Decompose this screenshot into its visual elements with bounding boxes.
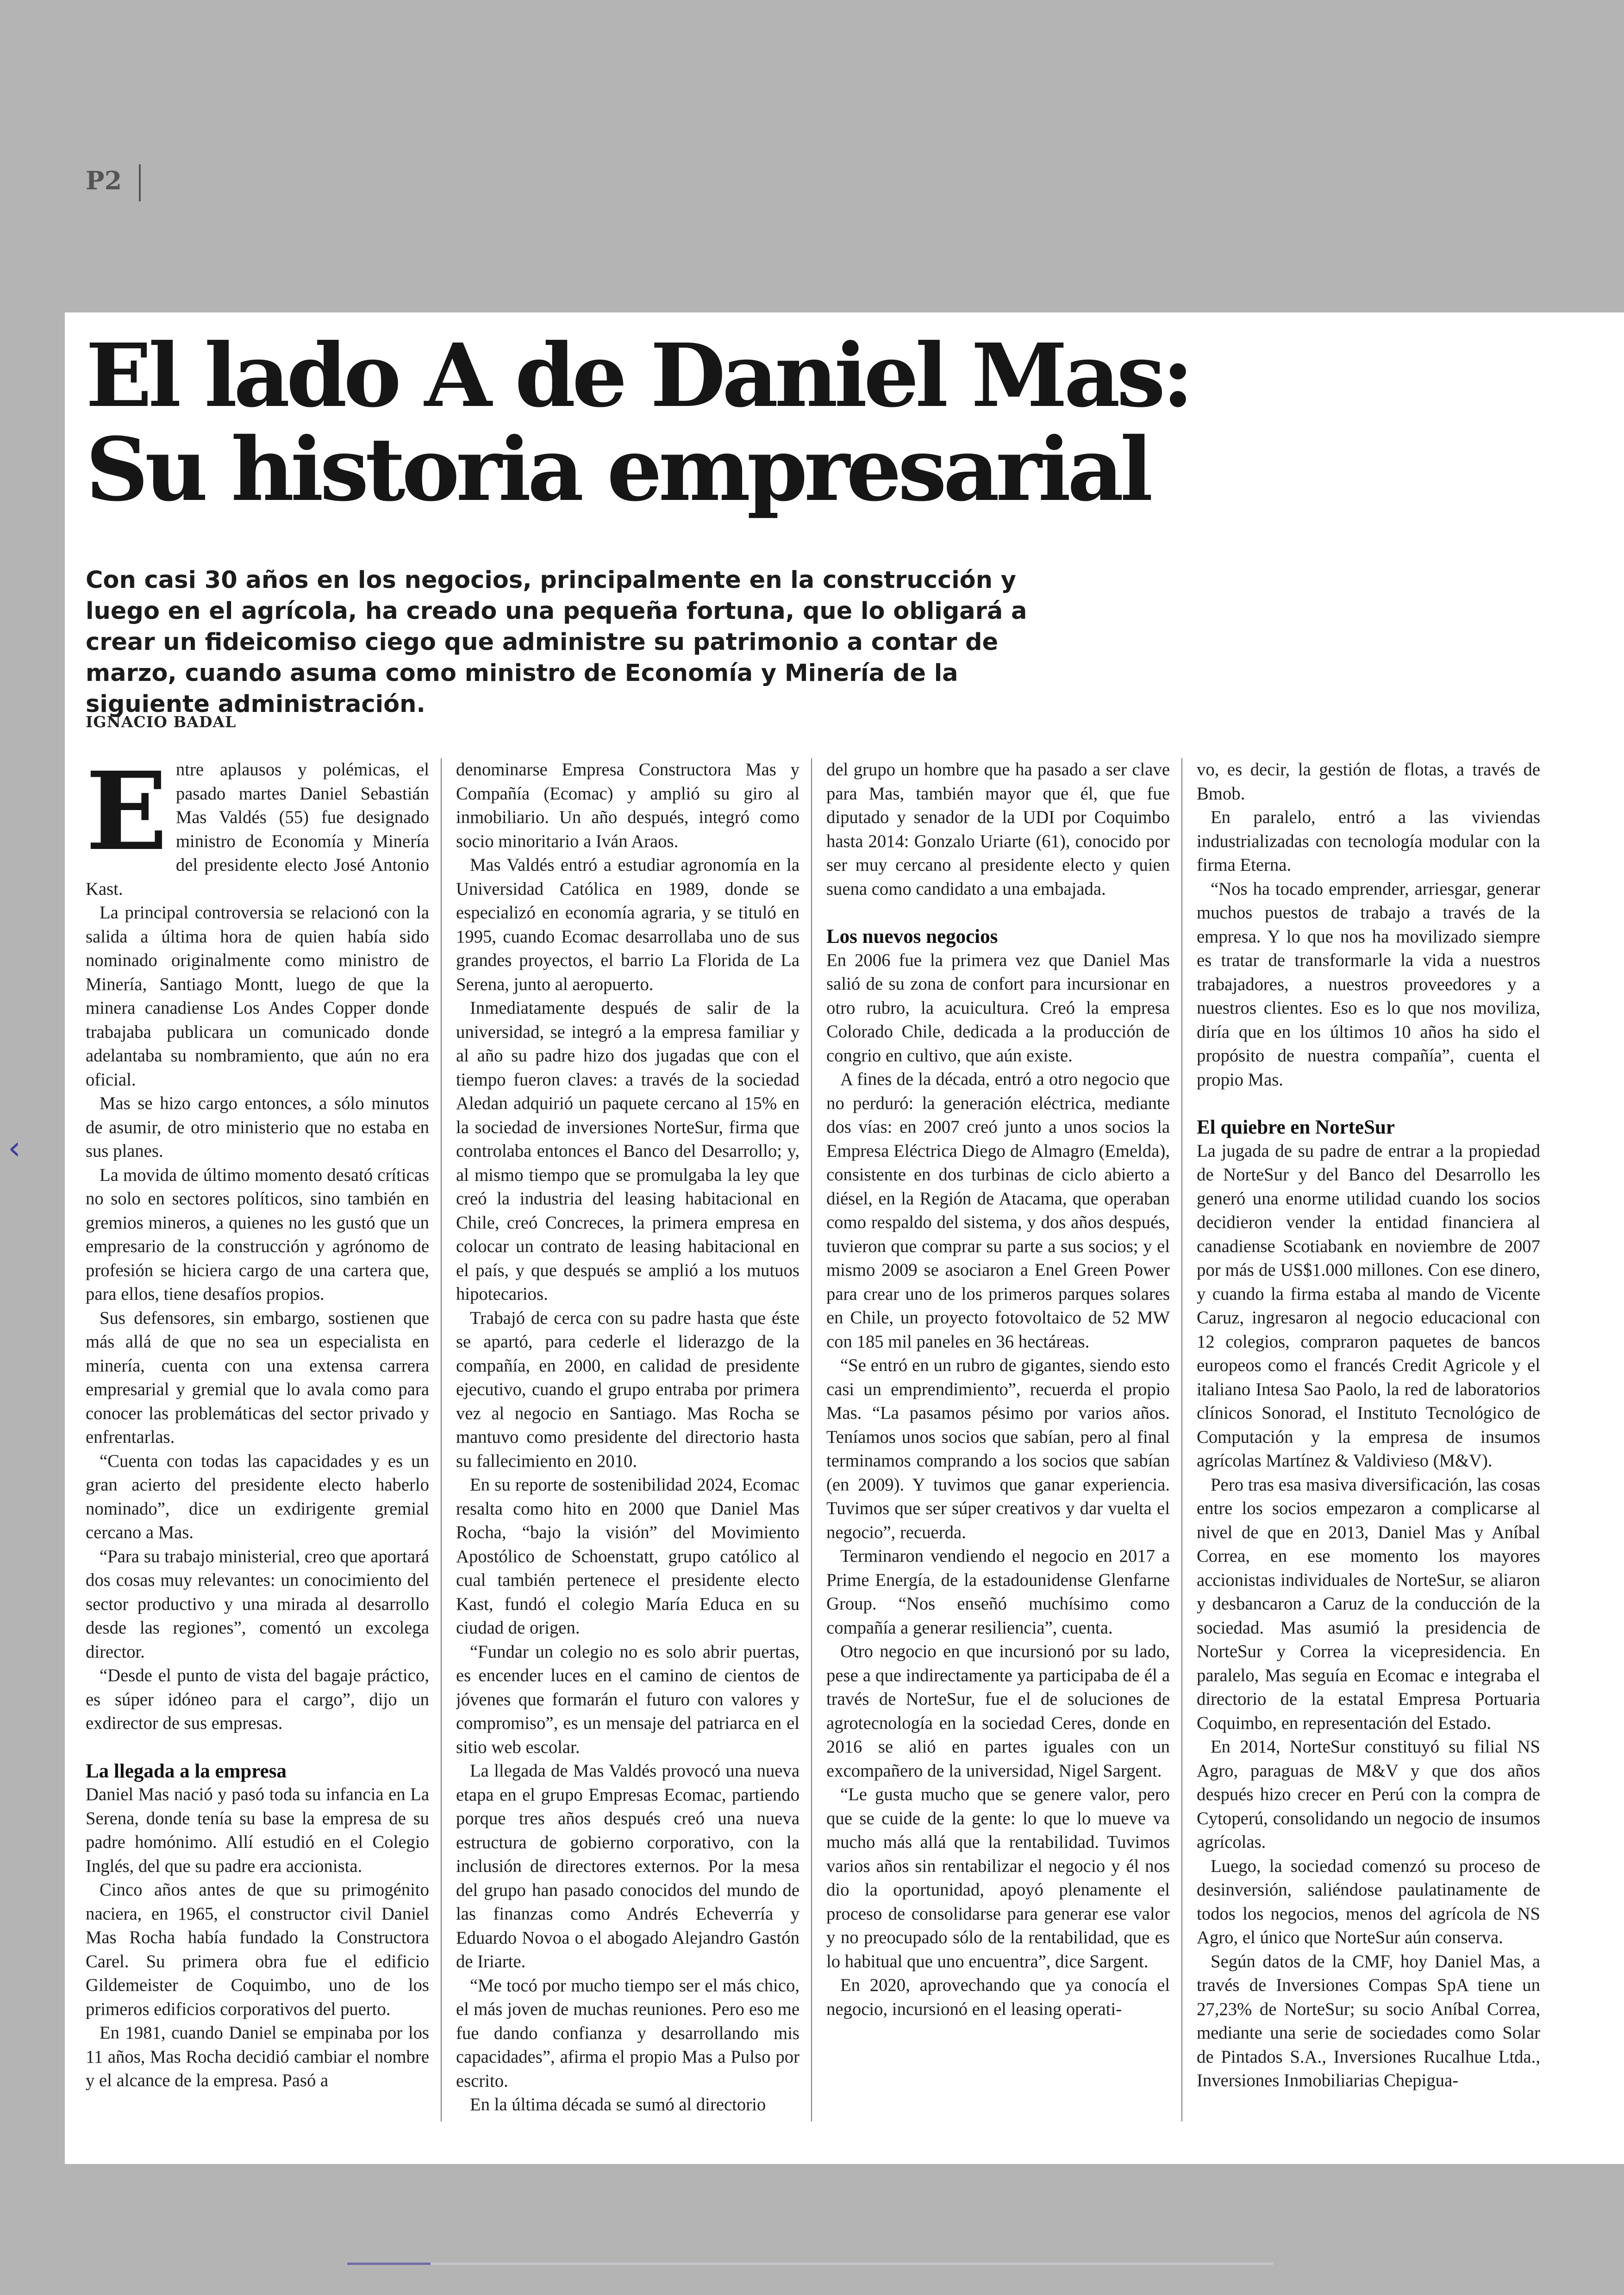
text-column-2 — [456, 758, 800, 2124]
headline-line-2: Su historia empresarial — [86, 418, 1149, 521]
article-paragraph: “Fundar un colegio no es solo abrir puertas, es encender luces en el camino de cientos de jóvenes que formarán el futuro con valores y compromiso”, es un mensaje del patriarca en el sitio web escolar. — [456, 1642, 800, 1757]
article-paragraph: “Cuenta con todas las capacidades y es un gran acierto del presidente electo haberlo nominado”, dice un exdirigente gremial cercano a Mas. — [86, 1451, 429, 1542]
article-deck: Con casi 30 años en los negocios, principalmente en la construcción y luego en el agrícola, ha creado una pequeña fortuna, que lo obligará a crear un fideicomiso ciego que administre su patrimonio a contar de marzo, cuando asuma como ministro de Economía y Minería de la siguiente administración. — [86, 567, 1027, 718]
article-paragraph: “Desde el punto de vista del bagaje práctico, es súper idóneo para el cargo”, dijo un exdirector de sus empresas. — [86, 1666, 429, 1733]
page-number: P2 — [86, 166, 122, 195]
article-paragraph: ntre aplausos y polémicas, el pasado martes Daniel Sebastián Mas Valdés (55) fue designado ministro de Economía y Minería del presidente electo José Antonio Kast. — [86, 760, 429, 899]
article-paragraph: Mas Valdés entró a estudiar agronomía en la Universidad Católica en 1989, donde se especializó en economía agraria, y se tituló en 1995, cuando Ecomac desarrollaba uno de sus grandes proyectos, el barrio La Florida de La Serena, junto al aeropuerto. — [456, 855, 800, 994]
article-headline — [86, 324, 1197, 521]
article-paragraph: “Me tocó por mucho tiempo ser el más chico, el más joven de muchas reuniones. Pero eso me fue dando confianza y desarrollando mis capacidades”, afirma el propio Mas a Pulso por escrito. — [456, 1976, 800, 2091]
article-page — [65, 312, 1624, 2164]
subhead-quiebre: El quiebre en NorteSur — [1197, 1116, 1395, 1138]
article-paragraph: La movida de último momento desató críticas no solo en sectores políticos, sino también en gremios mineros, a quienes no les gustó que un empresario de la construcción y agrónomo de profesión se hiciera cargo de una cartera que, para ellos, tiene desafíos propios. — [86, 1165, 429, 1304]
article-paragraph: La llegada de Mas Valdés provocó una nueva etapa en el grupo Empresas Ecomac, partiendo porque tres años después creó una nueva estructura de gobierno corporativo, con la inclusión de directores externos. Por la mesa del grupo han pasado conocidos del mundo de las finanzas como Andrés Echeverría y Eduardo Novoa o el abogado Alejandro Gastón de Iriarte. — [456, 1761, 800, 1971]
article-paragraph: Terminaron vendiendo el negocio en 2017 a Prime Energía, de la estadounidense Glenfarne Group. “Nos enseñó muchísimo como compañía a generar resiliencia”, cuenta. — [826, 1547, 1170, 1638]
article-paragraph: del grupo un hombre que ha pasado a ser clave para Mas, también mayor que él, que fue diputado y senador de la UDI por Coquimbo hasta 2014: Gonzalo Uriarte (61), conocido por ser muy cercano al presidente electo y quien suena como candidato a una embajada. — [826, 760, 1170, 899]
article-paragraph: “Se entró en un rubro de gigantes, siendo esto casi un emprendimiento”, recuerda el propio Mas. “La pasamos pésimo por varios años. Teníamos unos socios que sabían, pero al final terminamos comprando a los socios que sabían (en 2009). Y tuvimos que ganar experiencia. Tuvimos que ser súper creativos y dar vuelta el negocio”, recuerda. — [826, 1356, 1170, 1542]
article-paragraph: “Para su trabajo ministerial, creo que aportará dos cosas muy relevantes: un conocimiento del sector productivo y una mirada al desarrollo desde las regiones”, comentó un excolega director. — [86, 1547, 429, 1662]
column-divider — [1181, 758, 1182, 2121]
article-paragraph: Trabajó de cerca con su padre hasta que éste se apartó, para cederle el liderazgo de la compañía, en 2000, en calidad de presidente ejecutivo, cuando el grupo entraba por primera vez al negocio en Santiago. Mas Rocha se mantuvo como presidente del directorio hasta su fallecimiento en 2010. — [456, 1308, 800, 1471]
article-paragraph: A fines de la década, entró a otro negocio que no perduró: la generación eléctrica, mediante dos vías: en 2007 creó junto a unos socios la Empresa Eléctrica Diego de Almagro (Emelda), consistente en dos turbinas de ciclo abierto a diésel, en la Región de Atacama, que operaban como respaldo del sistema, y dos años después, tuvieron que comprar su parte a sus socios; y el mismo 2009 se asociaron a Enel Green Power para crear uno de los primeros parques solares en Chile, un proyecto fotovoltaico de 52 MW con 185 mil paneles en 36 hectáreas. — [826, 1070, 1170, 1352]
article-paragraph: Cinco años antes de que su primogénito naciera, en 1965, el constructor civil Daniel Mas Rocha había fundado la Constructora Carel. Su primera obra fue el edificio Gildemeister de Coquimbo, uno de los primeros edificios corporativos del puerto. — [86, 1880, 429, 2019]
chevron-left-icon[interactable]: ‹ — [8, 1129, 21, 1167]
drop-cap: E — [86, 758, 168, 874]
column-divider — [441, 758, 442, 2121]
text-column-1 — [86, 758, 429, 2124]
article-paragraph: La principal controversia se relacionó con la salida a última hora de quien había sido nominado originalmente como ministro de Minería, Santiago Montt, luego de que la minera canadiense Los Andes Copper donde trabajaba publicara un comunicado donde adelantaba su nombramiento, que aún no era oficial. — [86, 903, 429, 1090]
byline: IGNACIO BADAL — [86, 713, 237, 731]
article-paragraph: En 1981, cuando Daniel se empinaba por los 11 años, Mas Rocha decidió cambiar el nombre y el alcance de la empresa. Pasó a — [86, 2023, 429, 2090]
article-paragraph: Sus defensores, sin embargo, sostienen que más allá de que no sea un especialista en minería, cuenta con una extensa carrera empresarial y gremial que lo avala como para conocer las problemáticas del sector privado y enfrentarlas. — [86, 1308, 429, 1447]
article-paragraph: En paralelo, entró a las viviendas industrializadas con tecnología modular con la firma Eterna. — [1197, 808, 1540, 875]
text-column-3 — [826, 758, 1170, 2124]
article-paragraph: Daniel Mas nació y pasó toda su infancia en La Serena, donde tenía su base la empresa de su padre homónimo. Allí estudió en el Colegio Inglés, del que su padre era accionista. — [86, 1785, 429, 1876]
article-paragraph: En 2014, NorteSur constituyó su filial NS Agro, paraguas de M&V y que dos años después hizo crecer en Perú con la compra de Cytoperú, consolidando un negocio de insumos agrícolas. — [1197, 1737, 1540, 1852]
article-paragraph: Mas se hizo cargo entonces, a sólo minutos de asumir, de otro ministerio que no estaba en sus planes. — [86, 1094, 429, 1161]
article-paragraph: Inmediatamente después de salir de la universidad, se integró a la empresa familiar y al año su padre hizo dos jugadas que con el tiempo fueron claves: a través de la sociedad Aledan adquirió un paquete cercano al 15% en la sociedad de inversiones NorteSur, firma que controlaba entonces el Banco del Desarrollo; y, al mismo tiempo que se promulgaba la ley que creó la industria del leasing habitacional en Chile, creó Concreces, la primera empresa en colocar un contrato de leasing habitacional en el país, y que después se amplió a los mutuos hipotecarios. — [456, 998, 800, 1304]
article-paragraph: Otro negocio en que incursionó por su lado, pese a que indirectamente ya participaba de él a través de NorteSur, fue el de soluciones de agrotecnología en la sociedad Ceres, donde en 2016 se alió en partes iguales con un excompañero de la universidad, Nigel Sargent. — [826, 1642, 1170, 1781]
page-number-divider — [139, 164, 141, 201]
article-paragraph: La jugada de su padre de entrar a la propiedad de NorteSur y del Banco del Desarrollo les generó una enorme utilidad cuando los socios decidieron vender la entidad financiera al canadiense Scotiabank en noviembre de 2007 por más de US$1.000 millones. Con ese dinero, y cuando la firma estaba al mando de Vicente Caruz, ingresaron al negocio educacional con 12 colegios, compraron paquetes de bancos europeos como el francés Credit Agricole y el italiano Intesa Sao Paolo, la red de laboratorios clínicos Sonorad, el Instituto Tecnológico de Computación y la empresa de insumos agrícolas Martínez & Valdivieso (M&V). — [1197, 1141, 1540, 1471]
article-paragraph: denominarse Empresa Constructora Mas y Compañía (Ecomac) y amplió su giro al inmobiliario. Un año después, integró como socio minoritario a Iván Araos. — [456, 760, 800, 851]
subhead-llegada: La llegada a la empresa — [86, 1760, 287, 1782]
article-paragraph: “Nos ha tocado emprender, arriesgar, generar muchos puestos de trabajo a través de la empresa. Y lo que nos ha movilizado siempre es tratar de transformarle la vida a nuestros trabajadores, a nuestros proveedores y a nuestros clientes. Eso es lo que nos moviliza, diría que en los últimos 10 años ha sido el propósito de nuestra compañía”, cuenta el propio Mas. — [1197, 879, 1540, 1090]
article-paragraph: Luego, la sociedad comenzó su proceso de desinversión, saliéndose paulatinamente de todos los negocios, menos del agrícola de NS Agro, el único que NorteSur aún conserva. — [1197, 1856, 1540, 1947]
subhead-nuevos-negocios: Los nuevos negocios — [826, 926, 998, 948]
scroll-progress-bar[interactable] — [347, 2263, 1273, 2265]
article-paragraph: vo, es decir, la gestión de flotas, a través de Bmob. — [1197, 760, 1540, 804]
article-paragraph: En 2006 fue la primera vez que Daniel Mas salió de su zona de confort para incursionar en otro rubro, la acuicultura. Creó la empresa Colorado Chile, dedicada a la producción de congrio en cultivo, que aún existe. — [826, 950, 1170, 1066]
text-column-4 — [1197, 758, 1540, 2124]
article-paragraph: En la última década se sumó al directorio — [470, 2095, 766, 2114]
headline-line-1: El lado A de Daniel Mas: — [86, 324, 1191, 427]
article-paragraph: “Le gusta mucho que se genere valor, pero que se cuide de la gente: lo que lo mueve va mucho más allá que la rentabilidad. Tuvimos varios años sin rentabilizar el negocio y él nos dio la oportunidad, apoyó plenamente el proceso de consolidarse para generar ese valor y no preocupado sólo de la rentabilidad, que es lo habitual que uno encuentra”, dice Sargent. — [826, 1785, 1170, 1971]
article-paragraph: Pero tras esa masiva diversificación, las cosas entre los socios empezaron a complicarse al nivel de que en 2013, Daniel Mas y Aníbal Correa, en ese momento los mayores accionistas individuales de NorteSur, se aliaron y desbancaron a Caruz de la conducción de la sociedad. Mas asumió la presidencia de NorteSur y Correa la vicepresidencia. En paralelo, Mas seguía en Ecomac e integraba el directorio de la estatal Empresa Portuaria Coquimbo, en representación del Estado. — [1197, 1475, 1540, 1733]
column-divider — [811, 758, 812, 2121]
article-paragraph: Según datos de la CMF, hoy Daniel Mas, a través de Inversiones Compas SpA tiene un 27,23% de NorteSur; su socio Aníbal Correa, mediante una serie de sociedades como Solar de Pintados S.A., Inversiones Rucalhue Ltda., Inversiones Inmobiliarias Chepigua- — [1197, 1952, 1540, 2090]
article-paragraph: En 2020, aprovechando que ya conocía el negocio, incursionó en el leasing operati- — [826, 1976, 1170, 2019]
article-paragraph: En su reporte de sostenibilidad 2024, Ecomac resalta como hito en 2000 que Daniel Mas Rocha, “bajo la visión” del Movimiento Apostólico de Schoenstatt, grupo católico al cual también pertenece el presidente electo Kast, fundó el colegio María Educa en su ciudad de origen. — [456, 1475, 800, 1638]
scroll-progress-fill — [347, 2263, 431, 2265]
